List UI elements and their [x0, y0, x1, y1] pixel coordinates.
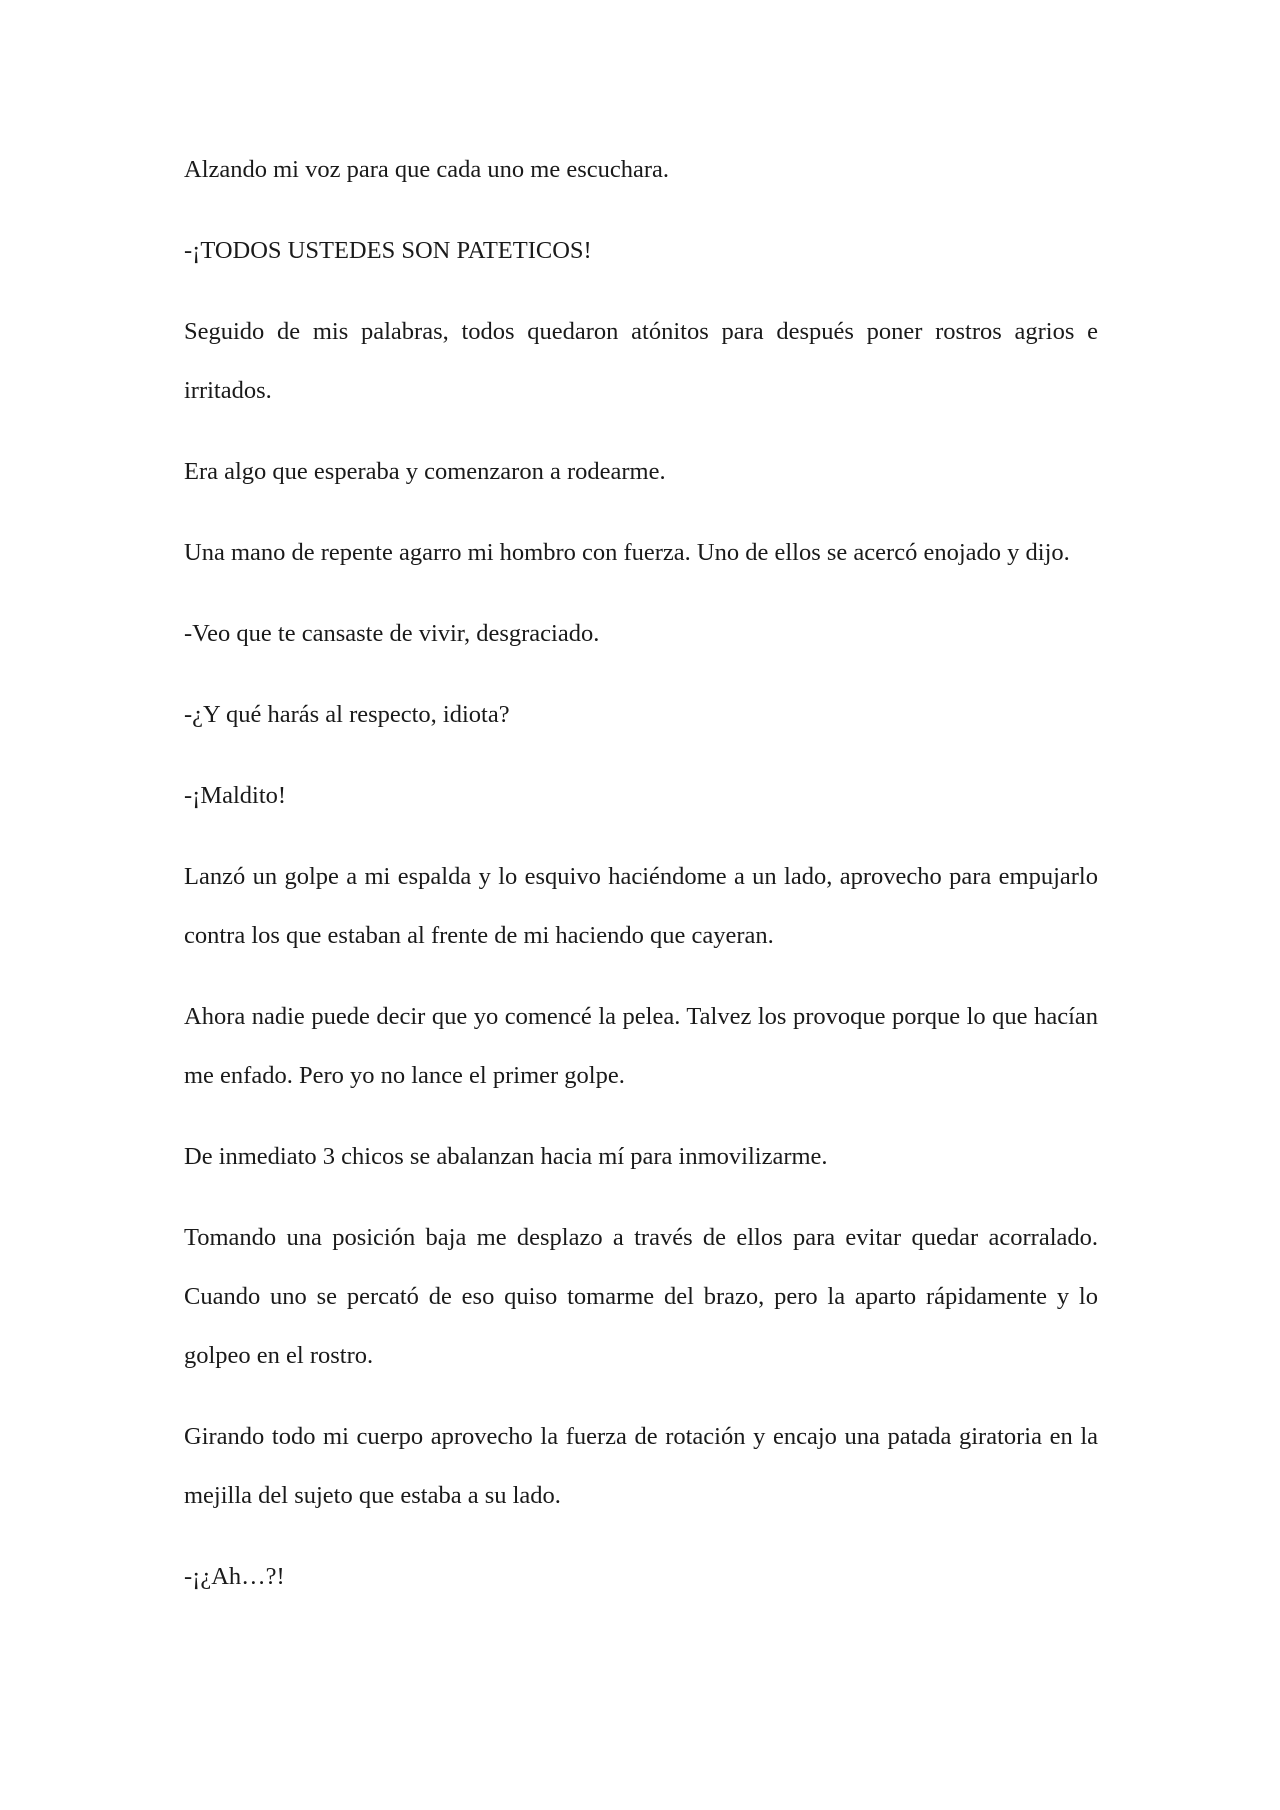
paragraph-7: -¿Y qué harás al respecto, idiota?	[184, 701, 510, 728]
paragraph-8: -¡Maldito!	[184, 782, 287, 809]
paragraph-6: -Veo que te cansaste de vivir, desgraciado.	[184, 620, 600, 647]
paragraph-5: Una mano de repente agarro mi hombro con fuerza. Uno de ellos se acercó enojado y dijo.	[184, 539, 1070, 566]
paragraph-10: Ahora nadie puede decir que yo comencé la pelea. Talvez los provoque porque lo que hacían me enfado. Pero yo no lance el primer golpe.	[184, 1003, 1098, 1089]
paragraph-12: Tomando una posición baja me desplazo a través de ellos para evitar quedar acorralado. Cuando uno se percató de eso quiso tomarme del brazo, pero la aparto rápidamente y lo golpeo en el rostro.	[184, 1224, 1098, 1369]
paragraph-11: De inmediato 3 chicos se abalanzan hacia mí para inmovilizarme.	[184, 1143, 828, 1170]
document-body	[184, 140, 1098, 1628]
paragraph-3: Seguido de mis palabras, todos quedaron atónitos para después poner rostros agrios e irritados.	[184, 318, 1098, 404]
paragraph-13: Girando todo mi cuerpo aprovecho la fuerza de rotación y encajo una patada giratoria en la mejilla del sujeto que estaba a su lado.	[184, 1423, 1098, 1509]
paragraph-4: Era algo que esperaba y comenzaron a rodearme.	[184, 458, 666, 485]
paragraph-1: Alzando mi voz para que cada uno me escuchara.	[184, 156, 670, 183]
paragraph-2: -¡TODOS USTEDES SON PATETICOS!	[184, 237, 592, 264]
paragraph-14: -¡¿Ah…?!	[184, 1563, 285, 1590]
paragraph-9: Lanzó un golpe a mi espalda y lo esquivo haciéndome a un lado, aprovecho para empujarlo contra los que estaban al frente de mi haciendo que cayeran.	[184, 863, 1098, 949]
